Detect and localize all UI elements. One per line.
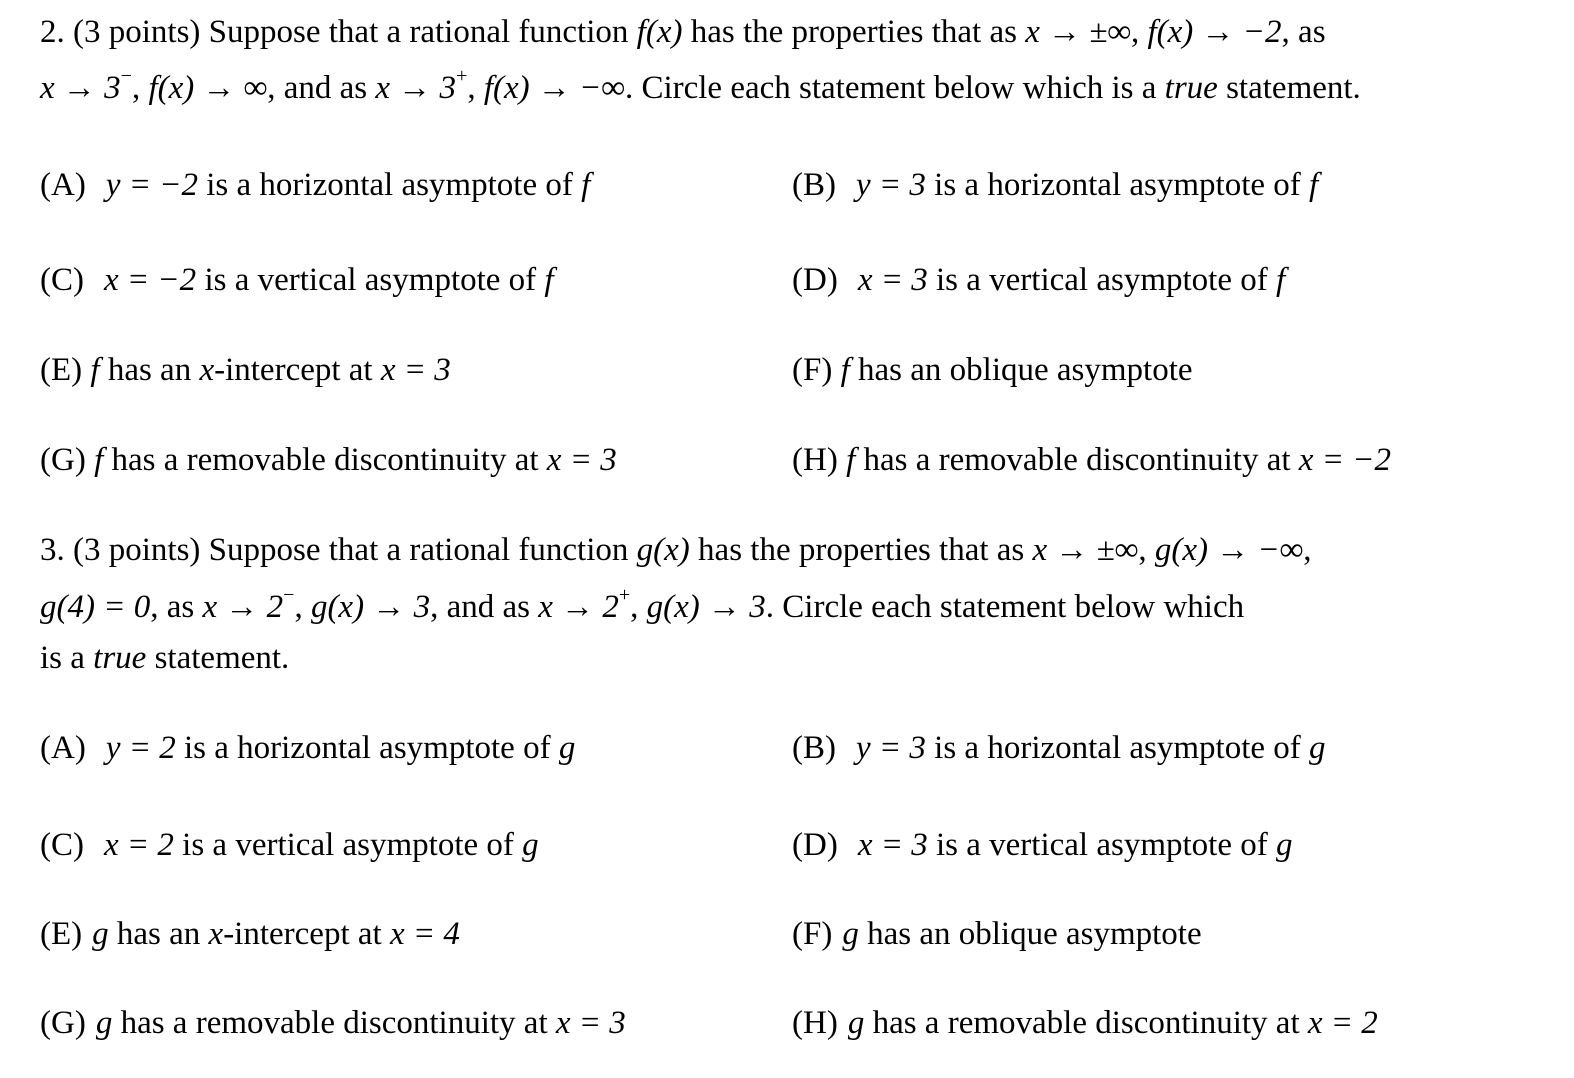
- q2-limit-inf: x → ±∞: [1025, 14, 1131, 50]
- q2-option-h[interactable]: [792, 440, 1391, 480]
- option-fn: f: [94, 442, 104, 478]
- option-tag: (C): [40, 827, 84, 863]
- option-fn: f: [840, 352, 850, 388]
- q3-tail: ,: [1303, 532, 1312, 568]
- q3-sep2: ,: [294, 589, 311, 625]
- option-math: x = −2: [104, 262, 197, 298]
- option-text: is a horizontal asymptote of: [925, 730, 1309, 766]
- option-text: is a horizontal asymptote of: [198, 167, 582, 203]
- option-tag: (A): [40, 167, 86, 203]
- option-tag: (F): [792, 916, 833, 952]
- q2-limit-3-plus: x → 3: [375, 70, 457, 106]
- q2-option-a[interactable]: [40, 165, 590, 205]
- q3-option-a[interactable]: [40, 728, 575, 768]
- q3-gx: g(x): [636, 532, 690, 568]
- q3-sup-plus: +: [618, 584, 631, 606]
- option-tag: (E): [40, 352, 91, 388]
- option-fn: f: [846, 442, 856, 478]
- q3-option-b[interactable]: [792, 728, 1326, 768]
- q3-stem-line-2: [40, 584, 1245, 627]
- q2-sep3: ,: [467, 70, 484, 106]
- q2-true-word: true: [1164, 70, 1218, 106]
- q3-option-d[interactable]: [792, 825, 1292, 865]
- option-text: has a removable discontinuity at: [864, 1005, 1308, 1041]
- q2-mid: has the properties that as: [682, 14, 1026, 50]
- option-math: y = 2: [105, 730, 176, 766]
- q2-option-d[interactable]: [792, 260, 1285, 300]
- q2-fx-to-neg-inf: f(x) → −∞: [483, 70, 625, 106]
- q2-instruction-a: . Circle each statement below which is a: [624, 70, 1165, 106]
- option-fn: g: [92, 916, 109, 952]
- q3-gx-to-3: g(x) → 3: [310, 589, 431, 625]
- q2-sup-plus: +: [456, 65, 468, 87]
- option-fn: f: [544, 262, 554, 298]
- option-fn: g: [842, 916, 859, 952]
- option-tag: (E): [40, 916, 83, 952]
- option-fn: f: [90, 352, 100, 388]
- q3-lead: 3. (3 points) Suppose that a rational function: [40, 532, 637, 568]
- q3-limit-2-minus: x → 2: [202, 589, 284, 625]
- option-text: is a vertical asymptote of: [173, 827, 523, 863]
- q3-g4: g(4) = 0: [40, 589, 151, 625]
- q2-limit-3-minus: x → 3: [40, 70, 121, 106]
- option-math: y = 3: [856, 167, 926, 203]
- option-tag: (B): [792, 730, 836, 766]
- option-fn: g: [1309, 730, 1326, 766]
- option-math: x = 3: [380, 352, 451, 388]
- q2-stem-line-2: [40, 65, 1361, 108]
- option-xvar: x: [199, 352, 215, 388]
- option-tag: (D): [792, 262, 838, 298]
- q3-stem-line-3: [40, 638, 289, 678]
- option-math: y = 3: [856, 730, 926, 766]
- option-tag: (A): [40, 730, 86, 766]
- option-text: has an: [99, 352, 200, 388]
- option-fn: g: [95, 1005, 113, 1041]
- option-tag: (G): [40, 442, 95, 478]
- option-tag: (D): [792, 827, 838, 863]
- option-fn: f: [581, 167, 591, 203]
- option-fn: f: [1275, 262, 1286, 298]
- q3-statement: statement.: [146, 640, 290, 676]
- q2-option-c[interactable]: [40, 260, 554, 300]
- q3-limit-inf: x → ±∞: [1032, 532, 1139, 568]
- q3-sup-minus: −: [283, 584, 295, 606]
- option-math: x = 4: [389, 916, 460, 952]
- option-xvar: x: [208, 916, 224, 952]
- option-math: x = 3: [546, 442, 617, 478]
- option-tag: (F): [792, 352, 841, 388]
- q3-gx-to-neg-inf: g(x) → −∞: [1154, 532, 1304, 568]
- option-text-b: -intercept at: [223, 916, 390, 952]
- q3-is-a: is a: [40, 640, 94, 676]
- option-fn: g: [522, 827, 539, 863]
- option-math: x = 3: [555, 1005, 626, 1041]
- q2-option-f[interactable]: [792, 350, 1193, 390]
- option-text: is a vertical asymptote of: [927, 262, 1276, 298]
- option-text: has a removable discontinuity at: [855, 442, 1299, 478]
- option-text: is a horizontal asymptote of: [925, 167, 1309, 203]
- q3-option-e[interactable]: [40, 914, 460, 954]
- q2-sep1: ,: [1130, 14, 1148, 50]
- q3-and-as: , and as: [430, 589, 539, 625]
- option-text: has an oblique asymptote: [849, 352, 1193, 388]
- q3-gx-to-3b: g(x) → 3: [646, 589, 766, 625]
- option-fn: g: [1275, 827, 1293, 863]
- q2-instruction-b: statement.: [1217, 70, 1361, 106]
- option-fn: f: [1309, 167, 1319, 203]
- option-math: x = 3: [857, 827, 928, 863]
- q3-option-f[interactable]: [792, 914, 1202, 954]
- q2-fx-to-inf: f(x) → ∞: [148, 70, 268, 106]
- option-text-b: -intercept at: [214, 352, 381, 388]
- q2-option-b[interactable]: [792, 165, 1318, 205]
- option-text: has a removable discontinuity at: [112, 1005, 556, 1041]
- option-math: x = −2: [1298, 442, 1391, 478]
- q3-as: , as: [150, 589, 203, 625]
- option-tag: (B): [792, 167, 836, 203]
- q2-and-as: , and as: [267, 70, 376, 106]
- q3-instruction: . Circle each statement below which: [765, 589, 1245, 625]
- q2-sep2: ,: [131, 70, 149, 106]
- q2-stem-line-1: [40, 12, 1326, 52]
- q2-option-g[interactable]: [40, 440, 617, 480]
- q3-option-g[interactable]: [40, 1003, 626, 1043]
- q2-sup-minus: −: [120, 65, 132, 87]
- q2-fx: f(x): [636, 14, 683, 50]
- q2-fx-to-neg2: f(x) → −2: [1147, 14, 1282, 50]
- option-text: is a vertical asymptote of: [927, 827, 1276, 863]
- q2-tail: , as: [1281, 14, 1326, 50]
- option-tag: (H): [792, 442, 847, 478]
- option-math: x = 3: [857, 262, 928, 298]
- q3-mid: has the properties that as: [689, 532, 1033, 568]
- option-tag: (C): [40, 262, 84, 298]
- option-math: x = 2: [1307, 1005, 1378, 1041]
- option-math: x = 2: [104, 827, 174, 863]
- q2-lead: 2. (3 points) Suppose that a rational function: [40, 14, 637, 50]
- option-tag: (G): [40, 1005, 86, 1041]
- option-text: is a vertical asymptote of: [196, 262, 545, 298]
- q3-sep3: ,: [630, 589, 647, 625]
- q2-option-e[interactable]: [40, 350, 451, 390]
- option-fn: g: [558, 730, 576, 766]
- option-math: y = −2: [105, 167, 198, 203]
- option-tag: (H): [792, 1005, 838, 1041]
- q3-option-c[interactable]: [40, 825, 539, 865]
- option-text: has an oblique asymptote: [858, 916, 1202, 952]
- option-text: has a removable discontinuity at: [103, 442, 547, 478]
- option-text: has an: [108, 916, 209, 952]
- option-fn: g: [847, 1005, 865, 1041]
- q3-option-h[interactable]: [792, 1003, 1378, 1043]
- q3-stem-line-1: [40, 530, 1312, 570]
- q3-limit-2-plus: x → 2: [538, 589, 619, 625]
- q3-sep1: ,: [1138, 532, 1155, 568]
- q3-true-word: true: [93, 640, 147, 676]
- option-text: is a horizontal asymptote of: [175, 730, 559, 766]
